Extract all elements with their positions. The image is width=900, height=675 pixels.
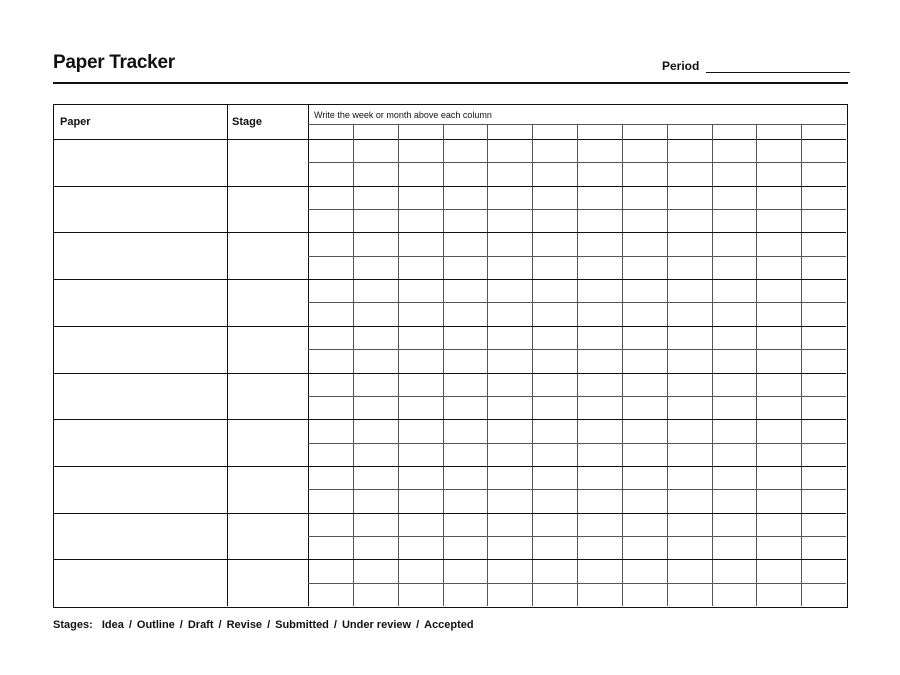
stage-name: Revise	[226, 619, 263, 631]
half-row-line	[308, 209, 846, 210]
period-input-line[interactable]	[706, 60, 850, 73]
stage-name: Submitted	[275, 619, 329, 631]
tracker-table	[53, 104, 848, 608]
header-divider	[53, 82, 848, 84]
stage-cell[interactable]	[227, 513, 308, 560]
timeline-column-line	[577, 124, 578, 606]
stage-separator: /	[333, 619, 337, 631]
stage-separator: /	[179, 619, 183, 631]
stage-name: Outline	[136, 619, 175, 631]
stage-name: Draft	[187, 619, 214, 631]
half-row-line	[308, 256, 846, 257]
half-row-line	[308, 489, 846, 490]
half-row-line	[308, 583, 846, 584]
stage-cell[interactable]	[227, 139, 308, 186]
stage-separator: /	[416, 619, 420, 631]
stage-name: Accepted	[424, 619, 474, 631]
stage-name: Under review	[341, 619, 412, 631]
paper-cell[interactable]	[54, 139, 227, 186]
timeline-column-line	[712, 124, 713, 606]
stage-cell[interactable]	[227, 466, 308, 513]
timeline-column-line	[756, 124, 757, 606]
half-row-line	[308, 443, 846, 444]
half-row-line	[308, 162, 846, 163]
timeline-column-line	[801, 124, 802, 606]
stage-cell[interactable]	[227, 279, 308, 326]
paper-cell[interactable]	[54, 513, 227, 560]
page-title: Paper Tracker	[53, 52, 175, 73]
stage-cell[interactable]	[227, 419, 308, 466]
stage-cell[interactable]	[227, 373, 308, 420]
stage-cell[interactable]	[227, 326, 308, 373]
stage-timeline-divider	[308, 105, 309, 606]
stage-separator: /	[128, 619, 132, 631]
column-header-paper: Paper	[60, 116, 91, 128]
stage-cell[interactable]	[227, 559, 308, 606]
stage-cell[interactable]	[227, 232, 308, 279]
column-header-stage: Stage	[232, 116, 262, 128]
half-row-line	[308, 349, 846, 350]
timeline-column-line	[398, 124, 399, 606]
timeline-column-line	[487, 124, 488, 606]
timeline-column-line	[353, 124, 354, 606]
half-row-line	[308, 302, 846, 303]
paper-cell[interactable]	[54, 279, 227, 326]
stages-legend	[53, 619, 474, 631]
timeline-column-line	[443, 124, 444, 606]
stage-cell[interactable]	[227, 186, 308, 233]
period-label: Period	[662, 59, 700, 73]
timeline-column-line	[667, 124, 668, 606]
timeline-instruction: Write the week or month above each column	[314, 110, 492, 120]
paper-cell[interactable]	[54, 419, 227, 466]
stages-label: Stages:	[53, 619, 93, 631]
stage-separator: /	[218, 619, 222, 631]
paper-cell[interactable]	[54, 232, 227, 279]
paper-cell[interactable]	[54, 559, 227, 606]
stage-separator: /	[267, 619, 271, 631]
period-field	[662, 59, 850, 73]
paper-cell[interactable]	[54, 466, 227, 513]
paper-cell[interactable]	[54, 326, 227, 373]
paper-cell[interactable]	[54, 373, 227, 420]
timeline-column-line	[622, 124, 623, 606]
half-row-line	[308, 396, 846, 397]
paper-cell[interactable]	[54, 186, 227, 233]
stage-name: Idea	[101, 619, 124, 631]
half-row-line	[308, 536, 846, 537]
timeline-column-line	[532, 124, 533, 606]
